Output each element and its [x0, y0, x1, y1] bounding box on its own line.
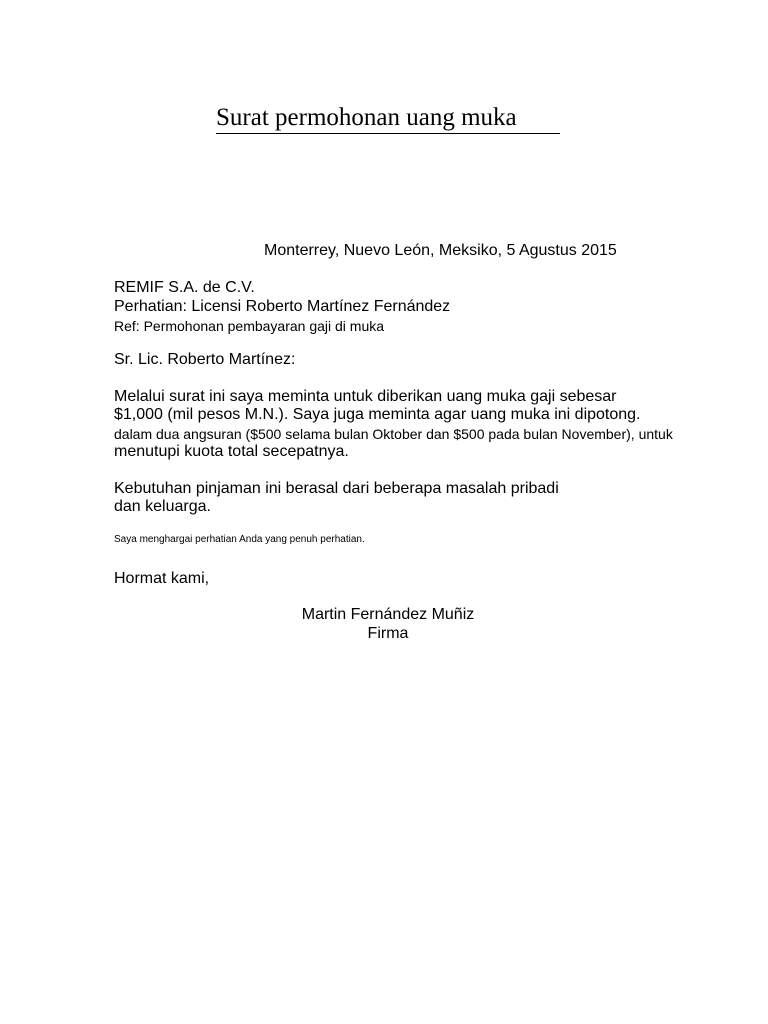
recipient-reference: Ref: Permohonan pembayaran gaji di muka — [114, 318, 385, 334]
body-paragraph2-line1: Kebutuhan pinjaman ini berasal dari beberapa masalah pribadi — [114, 480, 559, 497]
body-paragraph2-line2: dan keluarga. — [114, 498, 211, 515]
body-paragraph1-line3: dalam dua angsuran ($500 selama bulan Oktober dan $500 pada bulan November), untuk — [114, 426, 673, 442]
recipient-attention: Perhatian: Licensi Roberto Martínez Fernández — [114, 298, 451, 315]
body-paragraph1-line2: $1,000 (mil pesos M.N.). Saya juga meminta agar uang muka ini dipotong. — [114, 406, 641, 423]
recipient-company: REMIF S.A. de C.V. — [114, 279, 255, 296]
body-paragraph1-line4: menutupi kuota total secepatnya. — [114, 443, 349, 460]
signature-name: Martin Fernández Muñiz — [301, 606, 475, 623]
salutation: Sr. Lic. Roberto Martínez: — [114, 351, 296, 368]
date-line: Monterrey, Nuevo León, Meksiko, 5 Agustus 2015 — [264, 242, 617, 259]
body-paragraph1-line1: Melalui surat ini saya meminta untuk diberikan uang muka gaji sebesar — [114, 388, 617, 405]
signature-label: Firma — [367, 625, 409, 642]
thanks-line: Saya menghargai perhatian Anda yang penuh perhatian. — [114, 534, 365, 545]
document-title: Surat permohonan uang muka — [216, 104, 560, 134]
closing: Hormat kami, — [114, 570, 210, 587]
